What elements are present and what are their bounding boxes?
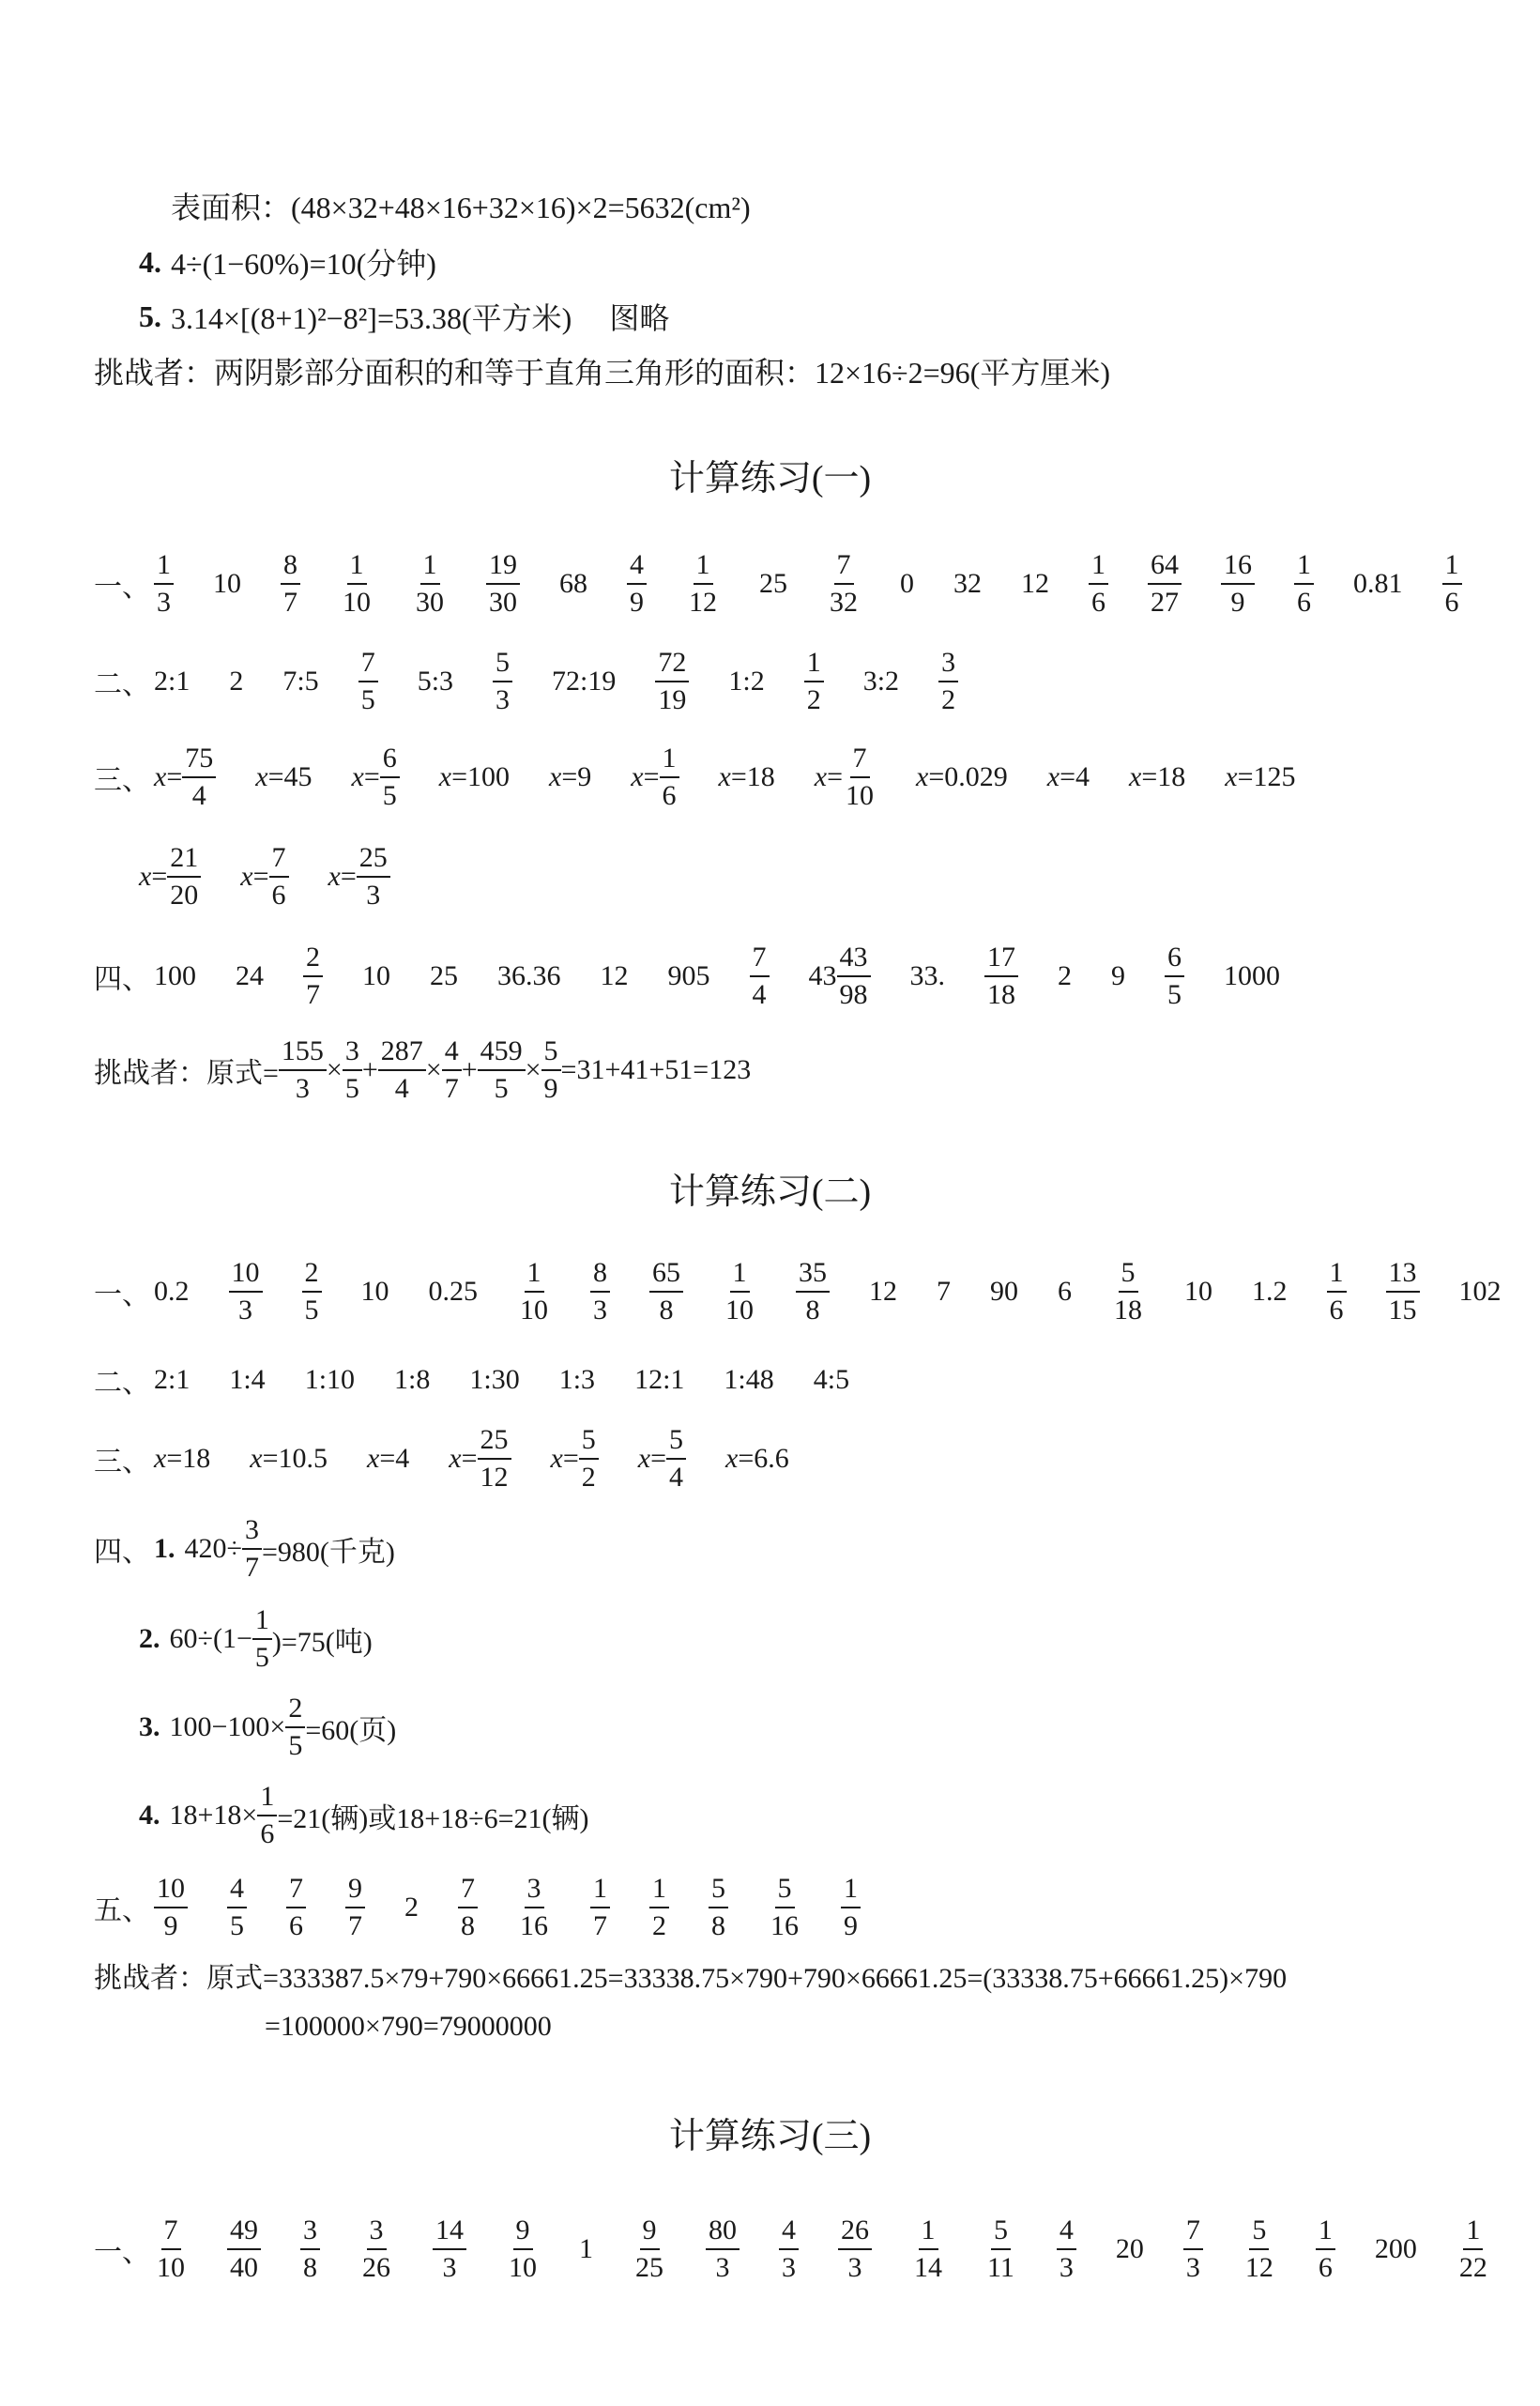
sec2-part2: 二、 2:1 1:4 1:10 1:8 1:30 1:3 12:1 1:48 4:5 (94, 1364, 850, 1399)
sec2-part5: 五、 10 9 4 5 7 6 9 7 2 7 8 3 16 1 7 1 2 5 8 5 16 1 9 (94, 1874, 900, 1940)
sec3-part1: 一、 7 10 49 40 3 8 3 26 14 3 9 10 1 9 25 80 3 4 3 26 3 1 14 5 11 4 3 20 7 3 5 12 1 6 200 1 22 (94, 2214, 1487, 2283)
sec2-challenger-2: =100000×790=79000000 (265, 2011, 552, 2042)
sec1-part2: 二、 2:1 2 7:5 7 5 5:3 5 3 72:19 72 19 1:2 1 2 3:2 3 2 (94, 648, 998, 714)
sec1-part4: 四、 100 24 2 7 10 25 36.36 12 905 7 4 43 43 98 33 . 17 18 2 9 6 5 1000 (94, 942, 1280, 1010)
sec2-q4: 4. 18+18× $\frac{1}{6}$ =21(辆)或18+18÷6=21(辆) (139, 1781, 589, 1849)
sec2-q3: 3. 100−100× $\frac{2}{5}$ =60(页) (139, 1693, 397, 1761)
sec1-challenger: 挑战者：原式= $\frac{155}{3}$ × $\frac{3}{5}$ + $\frac{287}{4}$ × $\frac{4}{7}$ + $\frac{459}{5}$ × $\frac{5}{9}$ =31+41+51=123 (94, 1035, 752, 1104)
sec2-q2: 2. 60÷(1− $\frac{1}{5}$ )=75(吨) (139, 1604, 373, 1673)
section-title-2: 计算练习(二) (668, 1172, 872, 1212)
sec1-part1: 一、 1 3 10 8 7 1 10 1 30 19 30 68 4 9 1 12 25 7 32 0 32 12 1 6 64 27 16 9 1 6 0.81 1 6 (94, 550, 1502, 617)
answer-5: 5. 3.14×[(8+1)²−8²]=53.38(平方米) 图略 (139, 299, 670, 335)
sec2-challenger-1: 挑战者：原式=333387.5×79+790×66661.25=33338.75×790+790×66661.25=(33338.75+66661.25)×790 (94, 1963, 1288, 1994)
fraction: 1 3 (154, 550, 174, 617)
section-title-1: 计算练习(一) (668, 459, 872, 498)
answer-4: 4. 4÷(1−60%)=10(分钟) (139, 244, 436, 281)
challenger-top: 挑战者：两阴影部分面积的和等于直角三角形的面积：12×16÷2=96(平方厘米) (94, 356, 1110, 390)
sec2-part1: 一、 0.2 10 3 2 5 10 0.25 1 10 8 3 65 8 1 10 35 8 12 7 90 6 5 18 10 1.2 1 6 13 15 102 (94, 1257, 1502, 1326)
sec2-part3: 三、 x =18 x =10.5 x =4 x = 25 12 x = 5 2 x = 5 4 x =6.6 (94, 1424, 789, 1493)
surface-area-line: 表面积：(48×32+48×16+32×16)×2=5632(cm²) (171, 191, 751, 224)
sec1-part3: 三、 x = 75 4 x =45 x = 6 5 x =100 x =9 x = 1 6 x =18 x = 7 10 x =0.029 x =4 x =18 x =125 (94, 743, 1296, 811)
section-title-3: 计算练习(三) (668, 2117, 872, 2156)
sec1-part3-cont: x = 21 20 x = 7 6 x = 25 3 (139, 843, 430, 910)
sec2-q1: 四、 1. 420÷ $\frac{3}{7}$ =980(千克) (94, 1514, 395, 1583)
